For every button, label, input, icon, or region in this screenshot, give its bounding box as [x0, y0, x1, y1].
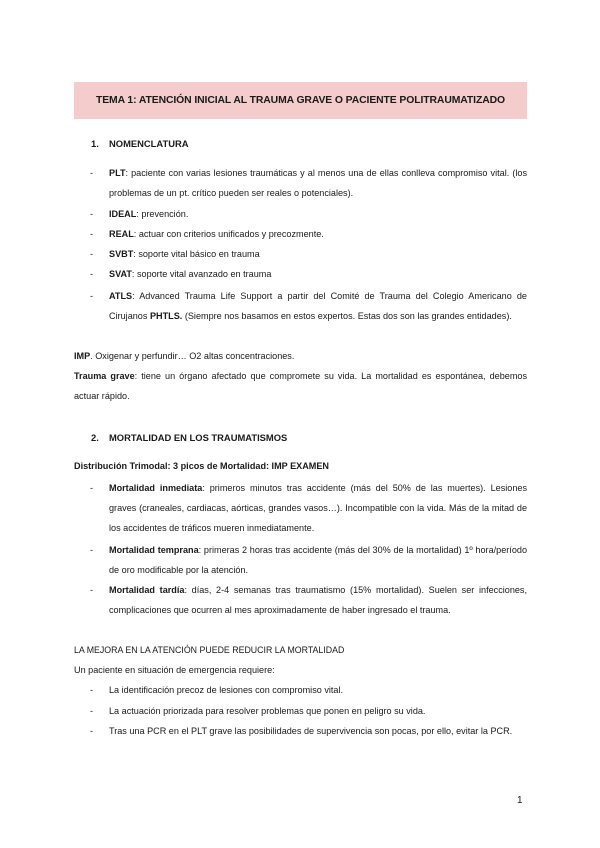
list-item	[90, 286, 527, 326]
bullet-dash: -	[90, 483, 94, 493]
list-item	[90, 244, 527, 264]
term: PHTLS.	[149, 311, 183, 321]
bullet-dash: -	[90, 229, 94, 239]
definition: : días, 2-4 semanas tras traumatismo (15% mortalidad). Suelen ser infecciones, complicaciones que ocurren al mes aproximadamente de haber ingresado el trauma.	[109, 585, 528, 615]
list-item	[90, 580, 527, 620]
section-title: MORTALIDAD EN LOS TRAUMATISMOS	[109, 432, 288, 443]
definition: (Siempre nos basamos en estos expertos. Estas dos son las grandes entidades).	[182, 311, 512, 321]
term: Mortalidad inmediata	[109, 483, 203, 493]
list-item	[90, 540, 527, 580]
definition: : actuar con criterios unificados y precozmente.	[133, 229, 324, 239]
term: PLT	[109, 168, 126, 178]
term: IDEAL	[109, 209, 137, 219]
list-item	[90, 701, 527, 721]
definition: : tiene un órgano afectado que compromete su vida. La mortalidad es espontánea, debemos actuar rápido.	[74, 371, 528, 401]
definition: : paciente con varias lesiones traumáticas y al menos una de ellas conlleva compromiso vital. (los problemas de un pt. crítico pueden ser reales o potenciales).	[109, 168, 527, 198]
term: SVAT	[109, 269, 132, 279]
list-item	[90, 163, 527, 203]
page-title: TEMA 1: ATENCIÓN INICIAL AL TRAUMA GRAVE O PACIENTE POLITRAUMATIZADO	[95, 95, 505, 106]
imp-note	[74, 346, 527, 366]
bullet-dash: -	[90, 209, 94, 219]
need-text: Tras una PCR en el PLT grave las posibilidades de supervivencia son pocas, por ello, evitar la PCR.	[109, 726, 513, 736]
list-item	[90, 224, 527, 244]
definition: : prevención.	[136, 209, 189, 219]
need-text: La identificación precoz de lesiones con compromiso vital.	[109, 685, 344, 695]
term: SVBT	[109, 249, 134, 259]
term: IMP	[74, 351, 91, 361]
bullet-dash: -	[90, 545, 94, 555]
bullet-dash: -	[90, 585, 94, 595]
bullet-dash: -	[90, 168, 94, 178]
section-number: 2.	[91, 432, 99, 443]
definition: . Oxigenar y perfundir… O2 altas concentraciones.	[90, 351, 295, 361]
bullet-dash: -	[90, 291, 94, 301]
definition: : primeras 2 horas tras accidente (más del 30% de la mortalidad) 1º hora/período de oro modificable por la atención.	[109, 545, 528, 575]
bullet-dash: -	[90, 726, 94, 736]
list-item	[90, 264, 527, 284]
section-heading-mortalidad	[91, 432, 287, 443]
bullet-dash: -	[90, 685, 94, 695]
definition: : soporte vital básico en trauma	[133, 249, 260, 259]
bullet-dash: -	[90, 706, 94, 716]
section-title: NOMENCLATURA	[109, 138, 189, 149]
improvement-note: LA MEJORA EN LA ATENCIÓN PUEDE REDUCIR LA MORTALIDAD	[74, 645, 345, 655]
definition: : Advanced Trauma Life Support a partir del Comité de Trauma del Colegio Americano de Cirujanos	[109, 291, 527, 321]
term: REAL	[109, 229, 134, 239]
list-item	[90, 204, 527, 224]
term: Mortalidad temprana	[109, 545, 199, 555]
list-item	[90, 680, 527, 700]
need-text: La actuación priorizada para resolver problemas que ponen en peligro su vida.	[109, 706, 426, 716]
term: Mortalidad tardía	[109, 585, 185, 595]
definition: : primeros minutos tras accidente (más del 50% de las muertes). Lesiones graves (craneales, cardiacas, aórticas, grandes vasos…). Incompatible con la vida. Más de la mitad de los accidentes de tráficos mueren inmediatamente.	[109, 483, 527, 533]
list-item	[90, 721, 527, 741]
definition: : soporte vital avanzado en trauma	[131, 269, 272, 279]
term: Trauma grave	[74, 371, 135, 381]
distribution-heading: Distribución Trimodal: 3 picos de Mortalidad: IMP EXAMEN	[74, 461, 329, 471]
term: ATLS	[109, 291, 133, 301]
list-item	[90, 478, 527, 538]
bullet-dash: -	[90, 269, 94, 279]
requires-intro: Un paciente en situación de emergencia requiere:	[74, 665, 275, 675]
page-number: 1	[517, 795, 523, 806]
title-banner	[74, 82, 527, 119]
section-number: 1.	[91, 138, 99, 149]
section-heading-nomenclatura	[91, 138, 189, 149]
bullet-dash: -	[90, 249, 94, 259]
trauma-grave-note	[74, 366, 527, 406]
